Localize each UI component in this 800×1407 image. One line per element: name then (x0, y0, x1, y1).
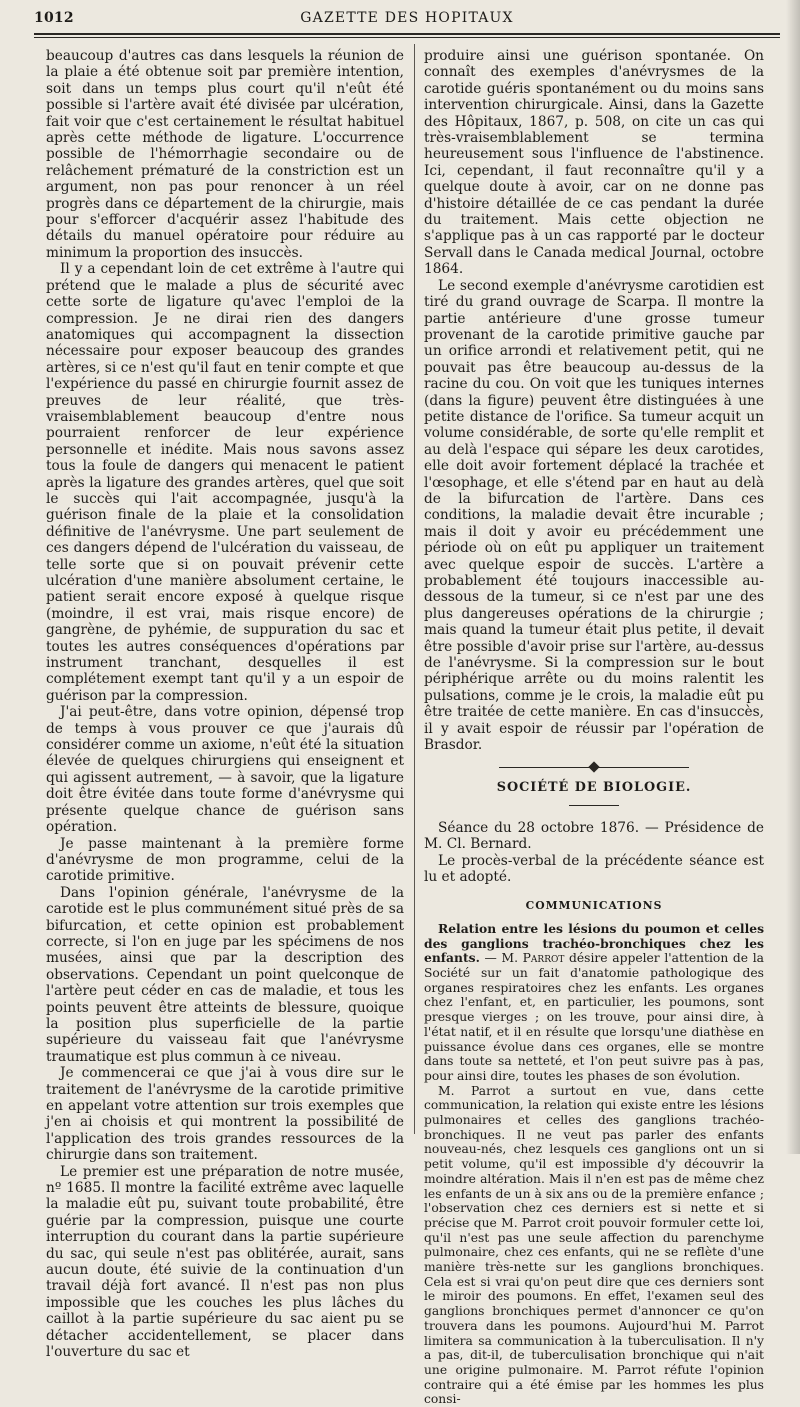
page-number: 1012 (34, 10, 74, 26)
author-name: M. Parrot (501, 951, 565, 966)
paragraph: Je passe maintenant à la première forme d'anévrysme de mon programme, celui de la carotide primitive. (46, 835, 404, 885)
paragraph: J'ai peut-être, dans votre opinion, dépensé trop de temps à vous prouver ce que j'aurais dû considérer comme un axiome, n'eût été la situation élevée de quelques chirurgiens qui enseignent et qui agissent autrement, — à savoir, que la ligature doit être évitée dans toute forme d'anévrysme qui présente quelque chance de guérison sans opération. (46, 704, 404, 836)
paragraph: Le premier est une préparation de notre musée, nº 1685. Il montre la facilité extrême avec laquelle la maladie eût pu, suivant toute probabilité, être guérie par la compression, puisque une courte interruption du courant dans la partie supérieure du sac, qui seule n'est pas oblitérée, aurait, sans aucun doute, été suivie de la continuation d'un travail déjà fort avancé. Il n'est pas non plus impossible que les couches les plus lâches du caillot à la partie supérieure du sac aient pu se détacher accidentellement, se placer dans l'ouverture du sac et (46, 1163, 404, 1361)
column-divider (414, 44, 415, 1134)
header-rule-thin (34, 37, 780, 38)
paragraph: Le second exemple d'anévrysme carotidien est tiré du grand ouvrage de Scarpa. Il montre la partie antérieure d'une grosse tumeur provenant de la carotide primitive gauche par un orifice arrondi et relativement petit, qui ne pouvait pas être beaucoup au-dessus de la racine du cou. On voit que les tuniques internes (dans la figure) peuvent être distinguées à une petite distance de l'orifice. Sa tumeur acquit un volume considérable, de sorte qu'elle remplit et au delà l'espace qui sépare les deux carotides, elle doit avoir fortement déplacé la trachée et l'œsophage, et elle s'étend par en haut au delà de la bifurcation de l'artère. Dans ces conditions, la maladie devait être incurable ; mais il doit y avoir eu précédemment une période où on eût pu appliquer un traitement avec quelque espoir de succès. L'artère a probablement été toujours inaccessible au-dessous de la tumeur, si ce n'est par une des plus dangereuses opérations de la chirurgie ; mais quand la tumeur était plus petite, il devait être possible d'avoir prise sur l'artère, au-dessus de l'anévrysme. Si la compression sur le bout périphérique arrête ou du moins ralentit les pulsations, comme je le crois, la maladie eût pu être traitée de cette manière. En cas d'insuccès, il y avait espoir de réussir par l'opération de Brasdor. (424, 277, 764, 754)
minutes-line: Le procès-verbal de la précédente séance est lu et adopté. (424, 852, 764, 886)
paragraph: Je commencerai ce que j'ai à vous dire sur le traitement de l'anévrysme de la carotide primitive en appelant votre attention sur trois exemples que j'en ai choisis et qui montrent la possibilité de l'application des trois grandes ressources de la chirurgie dans son traitement. (46, 1065, 404, 1164)
session-line: Séance du 28 octobre 1876. — Présidence de M. Cl. Bernard. (424, 819, 764, 853)
section-separator (499, 767, 689, 768)
page-edge-shadow (786, 0, 800, 1154)
communication-text: désire appeler l'attention de la Société sur un fait d'anatomie pathologique des organes respiratoires chez les enfants. Les organes chez l'enfant, et, en particulier, les poumons, sont presque vierges ; on les trouve, pour ainsi dire, à l'état natif, et il en résulte que lorsqu'une diathèse en puissance évolue dans ces organes, elle se montre dans toute sa netteté, et l'on peut suivre pas à pas, pour ainsi dire, toutes les phases de son évolution. (424, 951, 764, 1083)
paragraph: Dans l'opinion générale, l'anévrysme de la carotide est le plus communément situé près de sa bifurcation, et cette opinion est probablement correcte, si l'on en juge par les spécimens de nos musées, ainsi que par la description des observations. Cependant un point quelconque de l'artère peut céder en cas de maladie, et tous les points peuvent être atteints de blessure, quoique la position plus superficielle de la partie supérieure du vaisseau fait que l'anévrysme traumatique est plus commun à ce niveau. (46, 884, 404, 1065)
communication-title: Relation entre les lésions du poumon et celles des ganglions trachéo-bronchiques chez les enfants. (424, 920, 764, 966)
paragraph: produire ainsi une guérison spontanée. On connaît des exemples d'anévrysmes de la carotide guéris spontanément ou du moins sans intervention chirurgicale. Ainsi, dans la Gazette des Hôpitaux, 1867, p. 508, on cite un cas qui très-vraisemblablement se termina heureusement sous l'influence de l'abstinence. Ici, cependant, il faut reconnaître qu'il y a quelque doute à avoir, car on ne donne pas d'histoire détaillée de ce cas pendant la durée du traitement. Mais cette objection ne s'applique pas à un cas rapporté par le docteur Servall dans le Canada medical Journal, octobre 1864. (424, 48, 764, 278)
journal-title: GAZETTE DES HOPITAUX (300, 10, 514, 26)
paragraph: Il y a cependant loin de cet extrême à l'autre qui prétend que le malade a plus de sécurité avec cette sorte de ligature qu'avec l'emploi de la compression. Je ne dirai rien des dangers anatomiques qui accompagnent la dissection nécessaire pour exposer beaucoup des grandes artères, si ce n'est qu'il faut en tenir compte et que l'expérience du passé en chirurgie fournit assez de preuves de leur réalité, que très-vraisemblablement beaucoup d'entre nous pourraient renforcer de leur expérience personnelle et inédite. Mais nous savons assez tous la foule de dangers qui menacent le patient après la ligature des grandes artères, quel que soit le succès qui l'ait accompagnée, jusqu'à la guérison finale de la plaie et la consolidation définitive de l'anévrysme. Une part seulement de ces dangers dépend de l'ulcération du vaisseau, de telle sorte que si on pouvait prévenir cette ulcération d'une manière absolument certaine, le patient serait encore exposé à quelque risque (moindre, il est vrai, mais risque encore) de gangrène, de pyhémie, de suppuration du sac et toutes les autres conséquences d'opérations par instrument tranchant, desquelles il est complétement exempt tant qu'il y a un espoir de guérison par la compression. (46, 261, 404, 704)
communication-paragraph: M. Parrot a surtout en vue, dans cette communication, la relation qui existe entre les lésions pulmonaires et celles des ganglions trachéo-bronchiques. Il ne veut pas parler des enfants nouveau-nés, chez lesquels ces ganglions ont un si petit volume, qu'il est impossible d'y découvrir la moindre altération. Mais il n'en est pas de même chez les enfants de un à six ans ou de la première enfance ; l'observation chez ces derniers est si nette et si précise que M. Parrot croit pouvoir formuler cette loi, qu'il n'est pas une seule affection du parenchyme pulmonaire, chez ces enfants, qui ne se reflète d'une manière très-nette sur les ganglions bronchiques. Cela est si vrai qu'on peut dire que ces derniers sont le miroir des poumons. En effet, l'examen seul des ganglions bronchiques permet d'annoncer ce qu'on trouvera dans les poumons. Aujourd'hui M. Parrot limitera sa communication à la tuberculisation. Il n'y a pas, dit-il, de tuberculisation bronchique qui n'ait une origine pulmonaire. M. Parrot réfute l'opinion contraire qui a été émise par les hommes les plus consi- (424, 1083, 764, 1407)
communication-paragraph: Relation entre les lésions du poumon et celles des ganglions trachéo-bronchiques chez les enfants. — M. Parrot désire appeler l'attention de la Société sur un fait d'anatomie pathologique des organes respiratoires chez les enfants. Les organes chez l'enfant, et, en particulier, les poumons, sont presque vierges ; on les trouve, pour ainsi dire, à l'état natif, et il en résulte que lorsqu'une diathèse en puissance évolue dans ces organes, elle se montre dans toute sa netteté, et l'on peut suivre pas à pas, pour ainsi dire, toutes les phases de son évolution. (424, 920, 764, 1083)
left-column (46, 48, 404, 1361)
header-rule (34, 33, 780, 35)
paragraph: beaucoup d'autres cas dans lesquels la réunion de la plaie a été obtenue soit par première intention, soit dans un temps plus court qu'il n'eût été possible si l'artère avait été divisée par ulcération, fait voir que c'est certainement le résultat habituel après cette méthode de ligature. L'occurrence possible de l'hémorrhagie secondaire ou de relâchement prématuré de la constriction est un argument, non pas pour renoncer à un réel progrès dans ce département de la chirurgie, mais pour s'efforcer d'acquérir assez l'habitude des détails du manuel opératoire pour réduire au minimum la proportion des insuccès. (46, 48, 404, 261)
communications-heading: COMMUNICATIONS (525, 898, 663, 912)
section-title: SOCIÉTÉ DE BIOLOGIE. (496, 780, 692, 796)
title-rule (569, 805, 619, 806)
right-column (424, 48, 764, 1407)
